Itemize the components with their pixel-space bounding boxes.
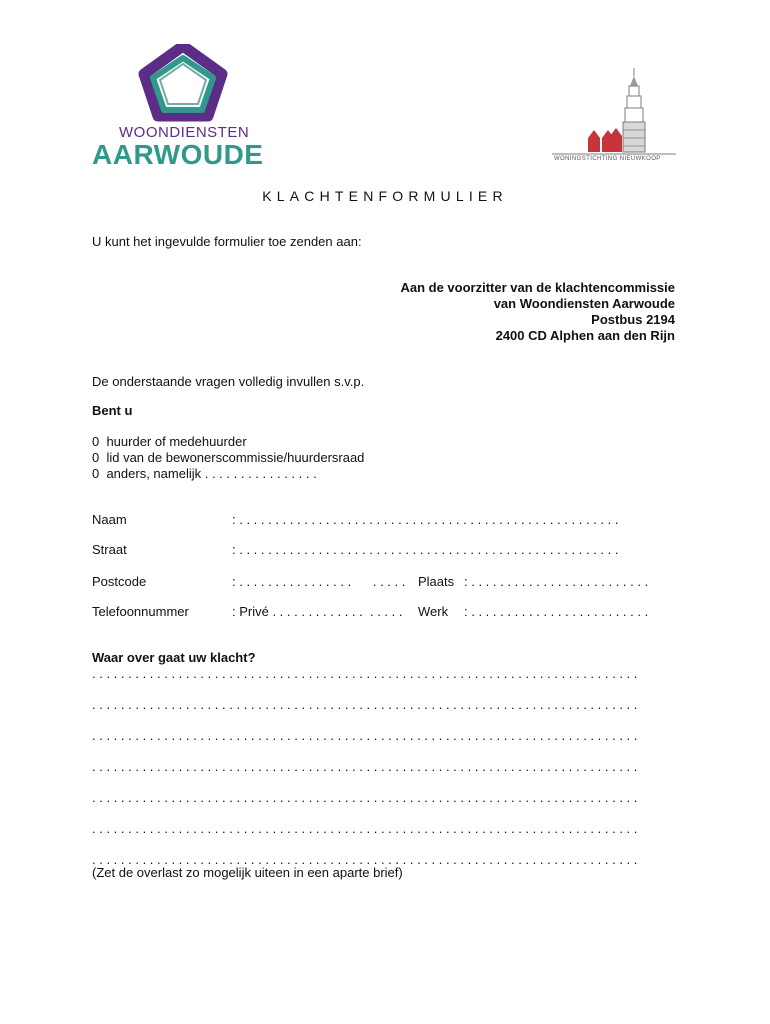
- option-huurder[interactable]: 0 huurder of medehuurder: [92, 434, 247, 449]
- footnote: (Zet de overlast zo mogelijk uiteen in een aparte brief): [92, 865, 403, 880]
- question-bent-u: Bent u: [92, 403, 133, 418]
- church-tower-icon: [550, 66, 678, 156]
- complaint-line[interactable]: . . . . . . . . . . . . . . . . . . . . . . . . . . . . . . . . . . . . . . . . . . . . . . . . . . . . . . . . . . . . . . . . . . . . . . . . . . . .: [92, 759, 638, 774]
- woondiensten-aarwoude-logo: [92, 44, 274, 172]
- naam-field[interactable]: : . . . . . . . . . . . . . . . . . . . . . . . . . . . . . . . . . . . . . . . . . . . . . . . . . . . . .: [232, 512, 619, 527]
- woningstichting-nieuwkoop-logo: [550, 66, 678, 170]
- telefoon-label: Telefoonnummer: [92, 604, 189, 619]
- straat-label: Straat: [92, 542, 127, 557]
- address-line-4: 2400 CD Alphen aan den Rijn: [495, 328, 675, 343]
- option-anders[interactable]: 0 anders, namelijk . . . . . . . . . . . . . . . .: [92, 466, 317, 481]
- address-line-2: van Woondiensten Aarwoude: [493, 296, 675, 311]
- plaats-label: Plaats: [418, 574, 455, 589]
- intro-text: U kunt het ingevulde formulier toe zenden aan:: [92, 234, 362, 249]
- postcode-field[interactable]: : . . . . . . . . . . . . . . . . . . . . .: [232, 574, 406, 589]
- logo-line-aarwoude: AARWOUDE: [92, 139, 264, 170]
- werk-field[interactable]: : . . . . . . . . . . . . . . . . . . . . . . . . .: [464, 604, 649, 619]
- complaint-line[interactable]: . . . . . . . . . . . . . . . . . . . . . . . . . . . . . . . . . . . . . . . . . . . . . . . . . . . . . . . . . . . . . . . . . . . . . . . . . . . .: [92, 852, 638, 867]
- option-bewonerscommissie[interactable]: 0 lid van de bewonerscommissie/huurdersraad: [92, 450, 365, 465]
- complaint-line[interactable]: . . . . . . . . . . . . . . . . . . . . . . . . . . . . . . . . . . . . . . . . . . . . . . . . . . . . . . . . . . . . . . . . . . . . . . . . . . . .: [92, 790, 638, 805]
- logo-caption: WONINGSTICHTING NIEUWKOOP: [554, 156, 661, 162]
- address-line-3: Postbus 2194: [591, 312, 675, 327]
- complaint-line[interactable]: . . . . . . . . . . . . . . . . . . . . . . . . . . . . . . . . . . . . . . . . . . . . . . . . . . . . . . . . . . . . . . . . . . . . . . . . . . . .: [92, 666, 638, 681]
- address-line-1: Aan de voorzitter van de klachtencommissie: [400, 280, 675, 295]
- prive-field[interactable]: : Privé . . . . . . . . . . . . . . . . . .: [232, 604, 403, 619]
- logo-line-woondiensten: WOONDIENSTEN: [119, 124, 250, 141]
- postcode-label: Postcode: [92, 574, 147, 589]
- complaint-line[interactable]: . . . . . . . . . . . . . . . . . . . . . . . . . . . . . . . . . . . . . . . . . . . . . . . . . . . . . . . . . . . . . . . . . . . . . . . . . . . .: [92, 821, 638, 836]
- complaint-line[interactable]: . . . . . . . . . . . . . . . . . . . . . . . . . . . . . . . . . . . . . . . . . . . . . . . . . . . . . . . . . . . . . . . . . . . . . . . . . . . .: [92, 697, 638, 712]
- instruction-text: De onderstaande vragen volledig invullen s.v.p.: [92, 374, 365, 389]
- werk-label: Werk: [418, 604, 449, 619]
- plaats-field[interactable]: : . . . . . . . . . . . . . . . . . . . . . . . . .: [464, 574, 649, 589]
- complaint-line[interactable]: . . . . . . . . . . . . . . . . . . . . . . . . . . . . . . . . . . . . . . . . . . . . . . . . . . . . . . . . . . . . . . . . . . . . . . . . . . . .: [92, 728, 638, 743]
- form-title: KLACHTENFORMULIER: [262, 188, 508, 204]
- naam-label: Naam: [92, 512, 127, 527]
- complaint-question: Waar over gaat uw klacht?: [92, 650, 256, 665]
- straat-field[interactable]: : . . . . . . . . . . . . . . . . . . . . . . . . . . . . . . . . . . . . . . . . . . . . . . . . . . . . .: [232, 542, 619, 557]
